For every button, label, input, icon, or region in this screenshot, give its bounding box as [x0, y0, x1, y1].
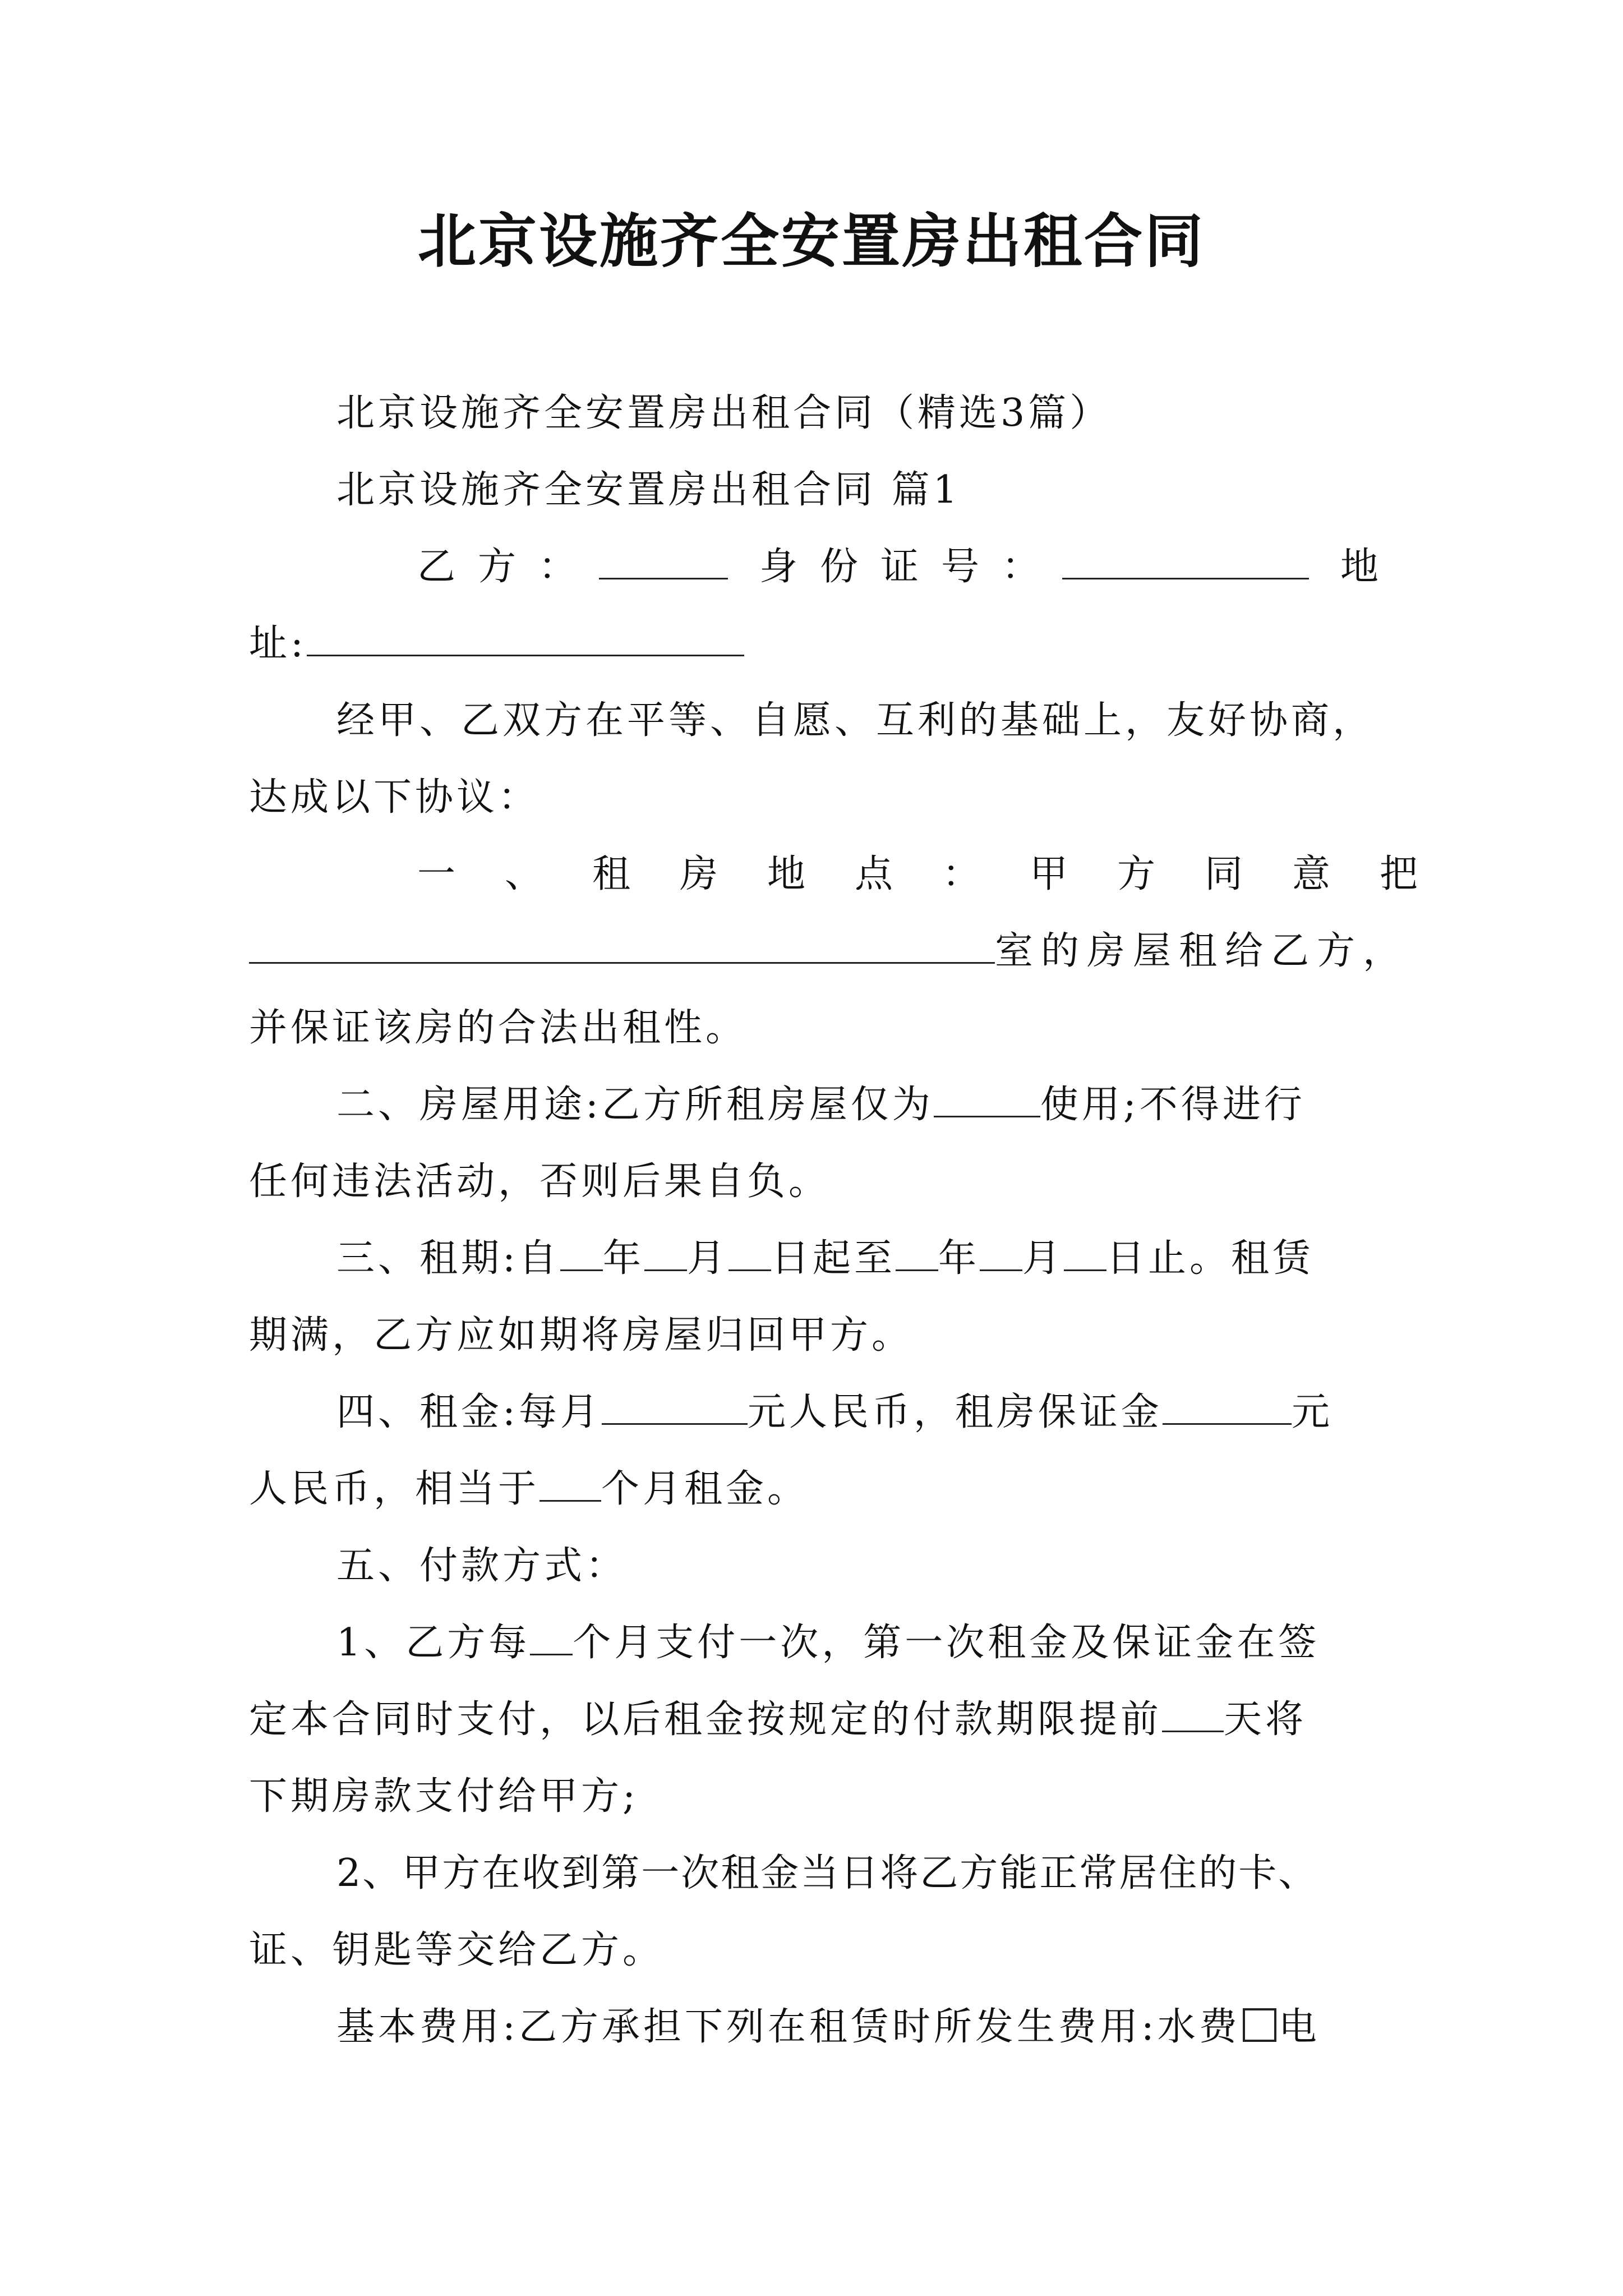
clause-3-text-a: 三、租期:自 [336, 1236, 560, 1281]
subtitle: 北京设施齐全安置房出租合同（精选3篇） [336, 391, 1112, 435]
end-day-blank [1064, 1237, 1106, 1271]
start-year-label: 年 [602, 1236, 644, 1281]
intro-line-1: 经甲、乙双方在平等、自愿、互利的基础上，友好协商， [336, 698, 1375, 743]
clause-4-text-a: 四、租金:每月 [336, 1390, 602, 1434]
address-label-part2: 址: [249, 622, 307, 666]
clause-5-heading: 五、付款方式： [336, 1544, 628, 1588]
party-b-label: 乙方： [417, 545, 600, 589]
party-b-blank [599, 545, 728, 579]
clause-2-line-1 [249, 1066, 1378, 1143]
clause-3-line-1 [249, 1220, 1378, 1297]
clause-2-text-a: 二、房屋用途:乙方所租房屋仅为 [336, 1083, 934, 1127]
clause-4-text-line2b: 个月租金。 [601, 1467, 809, 1511]
end-year-blank [896, 1237, 938, 1271]
id-number-label: 身份证号： [759, 545, 1062, 589]
end-month-blank [980, 1237, 1022, 1271]
clause-2-line-2: 任何违法活动，否则后果自负。 [249, 1159, 831, 1204]
end-month-label: 月 [1022, 1236, 1064, 1281]
clause-5-item-1-line-2 [249, 1681, 1378, 1758]
clause-1-room-blank [249, 930, 995, 964]
monthly-rent-blank [602, 1391, 748, 1425]
clause-3-line-2: 期满，乙方应如期将房屋归回甲方。 [249, 1313, 914, 1358]
clause-4-line-1 [249, 1374, 1378, 1451]
end-year-label: 年 [938, 1236, 980, 1281]
document-body [249, 375, 1468, 2065]
deposit-blank [1163, 1391, 1292, 1425]
clause-2-text-b: 使用;不得进行 [1040, 1083, 1306, 1127]
clause-4-line-2 [249, 1451, 1378, 1527]
start-day-blank [728, 1237, 771, 1271]
clause-3-from-label: 日起至 [771, 1236, 896, 1281]
clause-1-line-3: 并保证该房的合法出租性。 [249, 1006, 748, 1050]
clause-5-item-1-line-1 [249, 1604, 1378, 1681]
party-line [249, 528, 1378, 605]
start-month-label: 月 [686, 1236, 728, 1281]
clause-1-tail: 室的房屋租给乙方， [995, 929, 1409, 973]
id-number-blank [1062, 545, 1309, 579]
clause-1-line-1: 一、租房地点：甲方同意把 [417, 852, 1468, 896]
basic-fees-text-b: 电 [1278, 2005, 1320, 2049]
clause-5-item-1-text-b: 个月支付一次，第一次租金及保证金在签 [573, 1621, 1320, 1665]
clause-4-text-line2a: 人民币，相当于 [249, 1467, 540, 1511]
clause-5-item-2-line-1: 2、甲方在收到第一次租金当日将乙方能正常居住的卡、 [336, 1851, 1318, 1895]
address-line [249, 605, 1378, 682]
payment-interval-blank [530, 1621, 573, 1655]
clause-5-item-1-line2-text-a: 定本合同时支付，以后租金按规定的付款期限提前 [249, 1697, 1163, 1742]
advance-days-blank [1162, 1698, 1224, 1732]
intro-line-2: 达成以下协议： [249, 775, 540, 820]
clause-1-line-2 [249, 913, 1409, 990]
basic-fees-line [249, 1989, 1378, 2065]
clause-2-use-blank [934, 1083, 1040, 1117]
clause-5-item-2-line-2: 证、钥匙等交给乙方。 [249, 1928, 665, 1972]
address-label-part1: 地 [1340, 545, 1378, 589]
checkbox-icon[interactable] [1243, 2008, 1276, 2042]
clause-5-item-1-line2-text-b: 天将 [1224, 1697, 1307, 1742]
clause-5-item-1-text-a: 1、乙方每 [336, 1621, 531, 1665]
clause-4-text-c: 元 [1291, 1390, 1333, 1434]
start-month-blank [644, 1237, 687, 1271]
clause-3-to-label: 日止。租赁 [1106, 1236, 1315, 1281]
clause-4-text-b: 元人民币，租房保证金 [747, 1390, 1163, 1434]
basic-fees-text-a: 基本费用:乙方承担下列在租赁时所发生费用:水费 [336, 2005, 1241, 2049]
address-blank [307, 622, 744, 656]
months-equivalent-blank [540, 1467, 601, 1502]
clause-5-item-1-line-3: 下期房款支付给甲方; [249, 1774, 639, 1819]
start-year-blank [560, 1237, 603, 1271]
document-title: 北京设施齐全安置房出租合同 [417, 206, 1205, 275]
section-heading: 北京设施齐全安置房出租合同 篇1 [336, 468, 961, 512]
